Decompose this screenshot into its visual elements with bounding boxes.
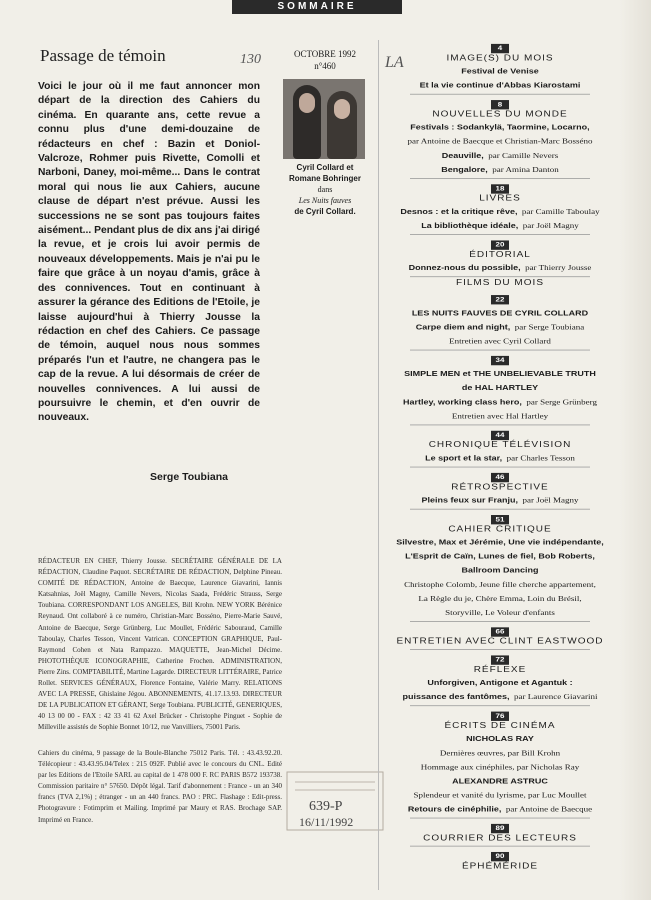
page-number: 20 (491, 240, 509, 249)
toc-title: SIMPLE MEN et THE UNBELIEVABLE TRUTH (404, 369, 596, 378)
column-divider (378, 40, 379, 890)
toc-entry (380, 591, 620, 605)
toc-section (380, 708, 620, 816)
toc-section (380, 469, 620, 506)
editorial-title: Passage de témoin (40, 46, 166, 65)
toc-title: Hartley, working class hero, (403, 398, 522, 406)
toc-rule (410, 621, 590, 622)
toc-byline: par Camille Taboulay (521, 207, 600, 216)
toc-entry (380, 366, 620, 380)
toc-byline: par Thierry Jousse (525, 263, 592, 272)
toc-byline: par Antoine de Baecque et Christian-Marc Bosséno (407, 137, 593, 146)
toc-section (380, 237, 620, 274)
toc-entry (380, 218, 620, 232)
toc-section (380, 848, 620, 871)
toc-byline: Christophe Colomb, Jeune fille cherche appartement, (404, 580, 596, 589)
toc-section (380, 40, 620, 91)
toc-entry (380, 380, 620, 394)
toc-entry (380, 333, 620, 347)
page-number: 4 (491, 44, 509, 53)
toc-section (380, 279, 620, 288)
editorial-text: Voici le jour où il me faut annoncer mon départ de la direction des Cahiers du cinéma. En quarante ans, cette revue a connu plus d'une demi-douzaine de rédacteurs en chef : Bazin et Doniol-Valcroze, Rohmer puis Rivette, Comolli et Narboni, Daney, moi-même... Dans le contrat moral qui nous lie aux Cahiers, aucune clause de départ n'est prévue. Aussi les successions ne se sont pas toujours faites aisément... Pendant plus de dix ans j'ai dirigé la revue, et je crois lui avoir permis de nouveaux développements. Mais je n'ai pu le faire que grâce à un noyau d'amis, grâce à des connivences. Tout en continuant à assurer la gérance des Editions de l'Etoile, je laisse aujourd'hui à Thierry Jousse la rédaction en chef des Cahiers. Ce passage de témoin, auquel nous nous sommes préparés l'un et l'autre, ne changera pas le cap de la revue. A lui désormais de créer de nouvelles connivences. A lui aussi de poursuivre le chemin, et d'en ouvrir de nouveaux. (38, 81, 260, 424)
toc-entry (380, 204, 620, 218)
toc-title: Donnez-nous du possible, (408, 263, 521, 272)
page-number: 89 (491, 824, 509, 833)
stamp-code: 639-P (309, 799, 343, 814)
stamp-date: 16/11/1992 (299, 815, 354, 829)
toc-entry (380, 319, 620, 333)
toc-category: RÉTROSPECTIVE (451, 483, 549, 492)
toc-entry (380, 759, 620, 773)
toc-section (380, 96, 620, 176)
handwritten-mark: 130 (240, 52, 261, 67)
toc-rule (410, 350, 590, 351)
toc-byline: Hommage aux cinéphiles, par Nicholas Ray (420, 763, 580, 771)
toc-entry (380, 77, 620, 91)
toc-entry (380, 492, 620, 506)
toc-byline: par Amina Danton (492, 165, 559, 174)
toc-entry (380, 577, 620, 591)
toc-byline: Storyville, Le Voleur d'enfants (445, 608, 555, 617)
page-number: 22 (491, 295, 509, 304)
toc-entry (380, 745, 620, 759)
caption-line: Cyril Collard et (296, 163, 354, 172)
toc-section (380, 623, 620, 646)
toc-category: RÉFLEXE (473, 665, 527, 675)
issue-info (280, 48, 370, 72)
cover-photo (283, 79, 365, 159)
toc-byline: par Laurence Giavarini (514, 692, 598, 701)
toc-category: IMAGE(S) DU MOIS (446, 54, 554, 63)
page-number: 8 (491, 100, 509, 109)
caption-line: Les Nuits fauves (298, 196, 352, 205)
toc-category: ENTRETIEN AVEC CLINT EASTWOOD (396, 637, 604, 647)
editorial-body (38, 80, 260, 426)
toc-rule (410, 94, 590, 95)
toc-rule (410, 276, 590, 277)
caption-line: de Cyril Collard. (294, 207, 356, 216)
toc-title: Ballroom Dancing (461, 566, 539, 575)
toc-category: CHRONIQUE TÉLÉVISION (428, 440, 572, 450)
handwritten-mark: LA (385, 54, 404, 71)
toc-rule (410, 467, 590, 468)
toc-byline: par Charles Tesson (506, 454, 575, 462)
toc-byline: Splendeur et vanité du lyrisme, par Luc Moullet (413, 791, 587, 799)
page-number: 51 (491, 515, 509, 524)
toc-title: Bengalore, (441, 165, 488, 174)
issue-number: n°460 (314, 61, 336, 71)
toc-byline: Entretien avec Hal Hartley (451, 412, 549, 420)
toc-rule (410, 425, 590, 426)
caption-line: dans (317, 185, 333, 194)
toc-byline: par Joël Magny (522, 496, 579, 505)
toc-title: Carpe diem and night, (415, 323, 511, 331)
toc-rule (410, 178, 590, 179)
toc-byline: par Camille Nevers (488, 151, 559, 160)
toc-section (380, 352, 620, 422)
toc-rule (410, 649, 590, 650)
toc-byline: par Joël Magny (522, 221, 579, 230)
publisher-address: Cahiers du cinéma, 9 passage de la Boule-Blanche 75012 Paris. Tél. : 43.43.92.20. Télécopieur : 43.43.95.04/Telex : 215 092F. Publié avec le concours du CNL. Edité par les Editions de l'Etoile SARL au capital de 1 478 000 F. RC PARIS B572 193738. Commission paritaire n° 57650. Dépôt légal. Tarif d'abonnement : France - un an 340 francs (TVA 2,1%) ; étranger - un an 440 francs. PAO : PRC. Flashage : Edit-press. Photogravure : Fotimprim et Mailing. Imprimé par Maury et RAS. Brochage SAP. Imprimé en France. (38, 749, 282, 824)
issue-date: OCTOBRE 1992 (293, 49, 357, 59)
library-stamp (285, 770, 385, 832)
toc-title: Le sport et la star, (425, 454, 503, 462)
toc-entry (380, 450, 620, 464)
page-number: 46 (491, 473, 509, 482)
toc-entry (380, 801, 620, 815)
toc-entry (380, 605, 620, 619)
toc-entry (380, 773, 620, 787)
toc-title: puissance des fantômes, (402, 692, 510, 701)
toc-category: NOUVELLES DU MONDE (432, 110, 568, 119)
toc-entry (380, 675, 620, 689)
toc-entry (380, 162, 620, 176)
toc-title: ALEXANDRE ASTRUC (452, 777, 548, 785)
toc-title: NICHOLAS RAY (466, 734, 534, 743)
toc-byline: Entretien avec Cyril Collard (449, 337, 551, 345)
table-of-contents (380, 40, 620, 875)
toc-title: Silvestre, Max et Jérémie, Une vie indépendante, (396, 538, 604, 547)
editorial-signature: Serge Toubiana (150, 471, 228, 483)
toc-rule (410, 705, 590, 706)
toc-title: Unforgiven, Antigone et Agantuk : (427, 678, 573, 687)
page-number: 66 (491, 627, 509, 636)
toc-entry (380, 549, 620, 563)
page-number: 44 (491, 431, 509, 440)
toc-category: ÉCRITS DE CINÉMA (444, 721, 556, 731)
toc-title: Desnos : et la critique rêve, (400, 207, 518, 216)
page-number: 18 (491, 184, 509, 193)
page-edge (620, 0, 651, 900)
toc-entry (380, 148, 620, 162)
page-number: 34 (491, 356, 509, 365)
toc-title: Festivals : Sodankylä, Taormine, Locarno, (410, 123, 590, 132)
section-banner: SOMMAIRE (232, 0, 402, 14)
toc-category: ÉDITORIAL (469, 250, 531, 260)
toc-entry (380, 305, 620, 319)
toc-title: La bibliothèque idéale, (421, 221, 519, 230)
toc-title: Retours de cinéphilie, (407, 805, 502, 813)
toc-entry (380, 563, 620, 577)
toc-title: Et la vie continue d'Abbas Kiarostami (419, 81, 581, 90)
toc-title: Deauville, (441, 151, 484, 160)
toc-entry (380, 408, 620, 422)
caption-line: Romane Bohringer (288, 174, 361, 183)
toc-section (380, 652, 620, 703)
toc-byline: par Antoine de Baecque (505, 805, 593, 813)
toc-rule (410, 818, 590, 819)
toc-entry (380, 134, 620, 148)
page-number: 76 (491, 712, 509, 721)
page-number: 90 (491, 852, 509, 861)
toc-section (380, 511, 620, 619)
toc-entry (380, 260, 620, 274)
photo-caption (280, 162, 370, 217)
toc-byline: par Serge Grünberg (526, 398, 597, 406)
toc-entry (380, 535, 620, 549)
toc-entry (380, 689, 620, 703)
toc-rule (410, 846, 590, 847)
toc-section (380, 820, 620, 843)
page-number: 72 (491, 655, 509, 664)
toc-entry (380, 120, 620, 134)
masthead-credits: RÉDACTEUR EN CHEF, Thierry Jousse. SECRÉTAIRE GÉNÉRALE DE LA RÉDACTION, Claudine Paquot. SECRÉTAIRE DE RÉDACTION, Delphine Pineau. COMITÉ DE RÉDACTION, Antoine de Baecque, Laurence Giavarini, Iannis Katsahnias, Joël Magny, Camille Nevers, Nicolas Saada, Frédéric Strauss, Serge Toubiana. CORRESPONDANT LOS ANGELES, Bill Krohn. NEW YORK Bérénice Reynaud. Ont collaboré à ce numéro, Christian-Marc Bosséno, Pierre-Marie Sauvé, Antoine de Baecque, Serge Grünberg, Luc Moullet, Frédéric Sabouraud, Camille Taboulay, Charles Tesson, Vincent Vatrican. CONCEPTION GRAPHIQUE, Paul-Raymond Cohen et Nata Rampazzo. MAQUETTE, Jean-Michel Décime. PHOTOTHÈQUE ICONOGRAPHIE, Catherine Frochen. ADMINISTRATION, Pierre Zins. COMPTABILITÉ, Martine Lagarde. DIRECTEUR LITTÉRAIRE, Patrice Rollet. SERVICES GÉNÉRAUX, Florence Fontaine, Valérie Marry. RELATIONS AVEC LA PRESSE, Ghislaine Jégou. ABONNEMENTS, 41.17.13.93. DIRECTEUR DE LA PUBLICATION ET GÉRANT, Serge Toubiana. PUBLICITÉ, GENERIQUES, 40 13 00 00 - FAX : 42 33 41 62 Axel Brücker - Christophe Pinguet - Sophie de Milleville assistés de Sophie Bonnet 10/12, rue Vanvilliers, 75001 Paris. (38, 557, 282, 732)
toc-section (380, 180, 620, 231)
toc-title: L'Esprit de Caïn, Lunes de fiel, Bob Roberts, (405, 552, 595, 561)
toc-category: ÉPHÉMÉRIDE (461, 862, 539, 871)
toc-category: LIVRES (479, 194, 521, 204)
toc-entry (380, 731, 620, 745)
toc-byline: par Serge Toubiana (514, 323, 585, 331)
toc-entry (380, 394, 620, 408)
toc-title: de HAL HARTLEY (461, 383, 539, 392)
toc-entry (380, 63, 620, 77)
toc-category: FILMS DU MOIS (455, 278, 544, 288)
toc-byline: La Règle du je, Chère Emma, Loin du Brésil, (418, 594, 582, 603)
toc-title: Pleins feux sur Franju, (421, 496, 519, 505)
toc-title: Festival de Venise (461, 67, 539, 76)
toc-category: COURRIER DES LECTEURS (423, 834, 577, 843)
toc-entry (380, 787, 620, 801)
toc-section (380, 427, 620, 464)
toc-title: LES NUITS FAUVES DE CYRIL COLLARD (411, 309, 589, 317)
toc-rule (410, 509, 590, 510)
toc-section (380, 291, 620, 347)
toc-category: CAHIER CRITIQUE (448, 525, 552, 534)
toc-rule (410, 234, 590, 235)
toc-byline: Dernières œuvres, par Bill Krohn (439, 749, 561, 757)
